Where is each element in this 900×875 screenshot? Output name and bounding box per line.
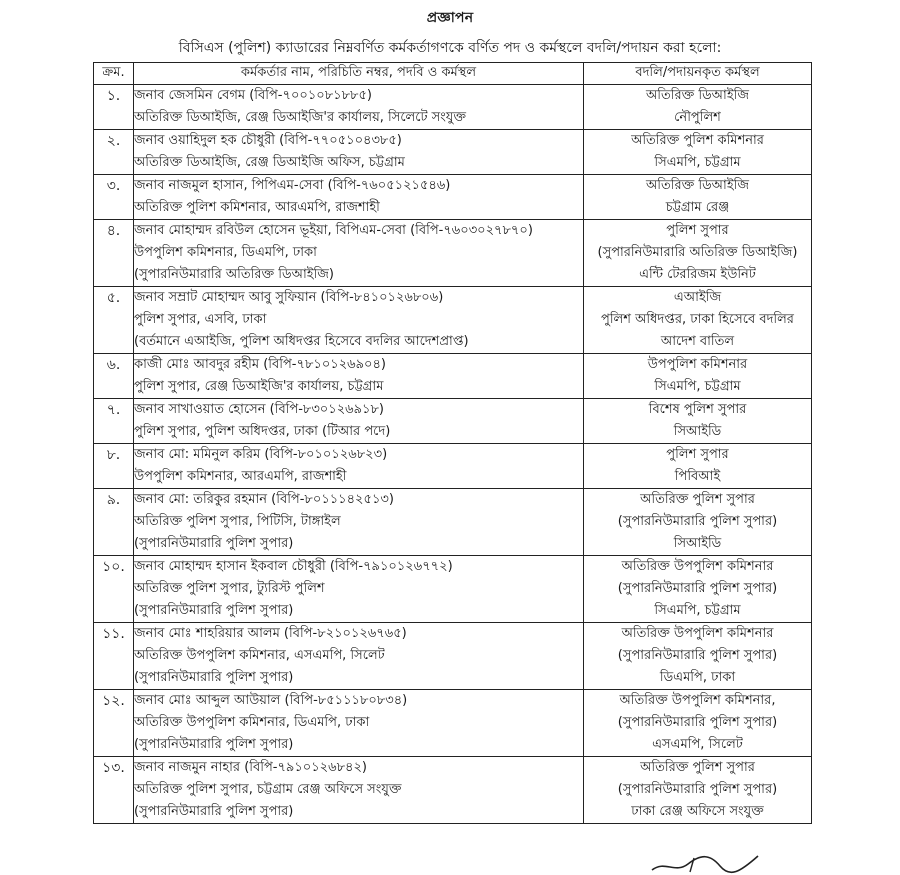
officer-line: অতিরিক্ত পুলিশ সুপার, ট্যুরিস্ট পুলিশ xyxy=(134,581,325,596)
row-officer-details xyxy=(134,130,584,175)
posting-line: বিশেষ পুলিশ সুপার xyxy=(648,402,747,417)
officer-line: জনাব সাখাওয়াত হোসেন (বিপি-৮৩০১২৬৯১৮) xyxy=(134,402,384,417)
officer-line: অতিরিক্ত পুলিশ সুপার, পিটিসি, টাঙ্গাইল xyxy=(134,514,341,529)
posting-line: ডিএমপি, ঢাকা xyxy=(659,670,736,685)
table-row xyxy=(94,287,812,354)
row-posting-details xyxy=(584,690,812,757)
officer-line: জনাব জেসমিন বেগম (বিপি-৭০০১০৮১৮৮৫) xyxy=(134,88,372,103)
posting-line: অতিরিক্ত ডিআইজি xyxy=(646,88,749,103)
header-serial: ক্রম. xyxy=(94,63,134,85)
row-posting-details xyxy=(584,489,812,556)
officer-line: (সুপারনিউমারারি পুলিশ সুপার) xyxy=(134,804,294,819)
officer-line: জনাব সম্রাট মোহাম্মদ আবু সুফিয়ান (বিপি-৮৪১০১২৬৮০৬) xyxy=(134,290,444,305)
table-row xyxy=(94,757,812,824)
posting-line: পুলিশ অধিদপ্তর, ঢাকা হিসেবে বদলির xyxy=(601,312,794,327)
posting-line: সিএমপি, চট্টগ্রাম xyxy=(654,603,741,618)
row-officer-details xyxy=(134,175,584,220)
row-serial: ১. xyxy=(94,85,134,130)
posting-line: (সুপারনিউমারারি পুলিশ সুপার) xyxy=(617,581,778,596)
officer-line: কাজী মোঃ আবদুর রহীম (বিপি-৭৮১০১২৬৯০৪) xyxy=(134,357,387,372)
table-row xyxy=(94,175,812,220)
officer-line: অতিরিক্ত পুলিশ কমিশনার, আরএমপি, রাজশাহী xyxy=(134,200,380,215)
row-officer-details xyxy=(134,85,584,130)
officer-line: উপপুলিশ কমিশনার, আরএমপি, রাজশাহী xyxy=(134,469,347,484)
posting-line: আদেশ বাতিল xyxy=(660,334,735,349)
officer-line: (সুপারনিউমারারি অতিরিক্ত ডিআইজি) xyxy=(134,267,334,282)
header-officer: কর্মকর্তার নাম, পরিচিতি নম্বর, পদবি ও কর্মস্থল xyxy=(134,63,584,85)
posting-line: সিআইডি xyxy=(673,536,722,551)
row-posting-details xyxy=(584,85,812,130)
posting-line: অতিরিক্ত উপপুলিশ কমিশনার xyxy=(621,626,774,641)
posting-line: চট্টগ্রাম রেঞ্জ xyxy=(665,200,730,215)
posting-line: অতিরিক্ত পুলিশ সুপার xyxy=(640,760,755,775)
posting-line: (সুপারনিউমারারি পুলিশ সুপার) xyxy=(617,514,778,529)
officer-line: (সুপারনিউমারারি পুলিশ সুপার) xyxy=(134,737,294,752)
row-serial: ৫. xyxy=(94,287,134,354)
officer-line: (বর্তমানে এআইজি, পুলিশ অধিদপ্তর হিসেবে বদলির আদেশপ্রাপ্ত) xyxy=(134,334,469,349)
row-serial: ১০. xyxy=(94,556,134,623)
row-posting-details xyxy=(584,220,812,287)
table-row xyxy=(94,399,812,444)
posting-line: অতিরিক্ত ডিআইজি xyxy=(646,178,749,193)
posting-line: অতিরিক্ত উপপুলিশ কমিশনার, xyxy=(619,693,776,708)
posting-line: এন্টি টেররিজম ইউনিট xyxy=(639,267,756,282)
row-serial: ৭. xyxy=(94,399,134,444)
row-serial: ৪. xyxy=(94,220,134,287)
officer-line: (সুপারনিউমারারি পুলিশ সুপার) xyxy=(134,670,294,685)
row-officer-details xyxy=(134,556,584,623)
officer-line: (সুপারনিউমারারি পুলিশ সুপার) xyxy=(134,603,294,618)
table-row xyxy=(94,690,812,757)
officer-line: অতিরিক্ত ডিআইজি, রেঞ্জ ডিআইজি অফিস, চট্টগ্রাম xyxy=(134,155,405,170)
officer-line: (সুপারনিউমারারি পুলিশ সুপার) xyxy=(134,536,294,551)
officer-line: জনাব মোহাম্মদ রবিউল হোসেন ভূইয়া, বিপিএম-সেবা (বিপি-৭৬০৩০২৭৮৭০) xyxy=(134,223,533,238)
transfer-table xyxy=(93,62,812,824)
table-header-row xyxy=(94,63,812,85)
table-row xyxy=(94,130,812,175)
officer-line: উপপুলিশ কমিশনার, ডিএমপি, ঢাকা xyxy=(134,245,317,260)
officer-line: পুলিশ সুপার, পুলিশ অধিদপ্তর, ঢাকা (টিআর পদে) xyxy=(134,424,391,439)
row-serial: ৬. xyxy=(94,354,134,399)
posting-line: ঢাকা রেঞ্জ অফিসে সংযুক্ত xyxy=(631,804,764,819)
officer-line: অতিরিক্ত পুলিশ সুপার, চট্টগ্রাম রেঞ্জ অফিসে সংযুক্ত xyxy=(134,782,402,797)
table-row xyxy=(94,444,812,489)
row-posting-details xyxy=(584,757,812,824)
posting-line: পুলিশ সুপার xyxy=(666,447,729,462)
posting-line: সিএমপি, চট্টগ্রাম xyxy=(654,155,741,170)
table-row xyxy=(94,354,812,399)
officer-line: জনাব মোঃ শাহরিয়ার আলম (বিপি-৮২১০১২৬৭৬৫) xyxy=(134,626,407,641)
posting-line: অতিরিক্ত পুলিশ সুপার xyxy=(640,492,755,507)
officer-line: জনাব মোঃ আব্দুল আউয়াল (বিপি-৮৫১১১৮০৮৩৪) xyxy=(134,693,408,708)
page-title: প্রজ্ঞাপন xyxy=(426,10,474,26)
posting-line: সিআইডি xyxy=(673,424,722,439)
officer-line: অতিরিক্ত উপপুলিশ কমিশনার, ডিএমপি, ঢাকা xyxy=(134,715,370,730)
officer-line: অতিরিক্ত উপপুলিশ কমিশনার, এসএমপি, সিলেট xyxy=(134,648,385,663)
table-row xyxy=(94,623,812,690)
posting-line: (সুপারনিউমারারি অতিরিক্ত ডিআইজি) xyxy=(597,245,798,260)
posting-line: (সুপারনিউমারারি পুলিশ সুপার) xyxy=(617,782,778,797)
row-posting-details xyxy=(584,175,812,220)
posting-line: এআইজি xyxy=(673,290,722,305)
row-serial: ৮. xyxy=(94,444,134,489)
row-officer-details xyxy=(134,444,584,489)
officer-line: জনাব নাজমুন নাহার (বিপি-৭৯১০১২৬৮৪২) xyxy=(134,760,367,775)
page-subtitle: বিসিএস (পুলিশ) ক্যাডারের নিম্নবর্ণিত কর্মকর্তাগণকে বর্ণিত পদ ও কর্মস্থলে বদলি/পদায়ন করা হলো: xyxy=(178,40,722,56)
officer-line: জনাব ওয়াহিদুল হক চৌধুরী (বিপি-৭৭০৫১০৪৩৮৫) xyxy=(134,133,402,148)
row-officer-details xyxy=(134,354,584,399)
posting-line: এসএমপি, সিলেট xyxy=(652,737,743,752)
header-posting: বদলি/পদায়নকৃত কর্মস্থল xyxy=(584,63,812,85)
officer-line: জনাব মো: মমিনুল করিম (বিপি-৮০১০১২৬৮২৩) xyxy=(134,447,388,462)
table-row xyxy=(94,220,812,287)
row-serial: ৩. xyxy=(94,175,134,220)
row-posting-details xyxy=(584,287,812,354)
posting-line: নৌপুলিশ xyxy=(674,110,721,125)
row-serial: ১৩. xyxy=(94,757,134,824)
posting-line: উপপুলিশ কমিশনার xyxy=(647,357,748,372)
officer-line: অতিরিক্ত ডিআইজি, রেঞ্জ ডিআইজি'র কার্যালয়, সিলেটে সংযুক্ত xyxy=(134,110,466,125)
officer-line: জনাব মো: তরিকুর রহমান (বিপি-৮০১১১৪২৫১৩) xyxy=(134,492,394,507)
row-serial: ৯. xyxy=(94,489,134,556)
posting-line: অতিরিক্ত পুলিশ কমিশনার xyxy=(631,133,764,148)
row-officer-details xyxy=(134,399,584,444)
row-officer-details xyxy=(134,623,584,690)
posting-line: (সুপারনিউমারারি পুলিশ সুপার) xyxy=(617,648,778,663)
table-row xyxy=(94,85,812,130)
row-officer-details xyxy=(134,757,584,824)
officer-line: পুলিশ সুপার, রেঞ্জ ডিআইজি'র কার্যালয়, চট্টগ্রাম xyxy=(134,379,384,394)
posting-line: অতিরিক্ত উপপুলিশ কমিশনার xyxy=(621,559,774,574)
table-body xyxy=(94,85,812,824)
table-row xyxy=(94,556,812,623)
row-posting-details xyxy=(584,130,812,175)
officer-line: জনাব মোহাম্মদ হাসান ইকবাল চৌধুরী (বিপি-৭৯১০১২৬৭৭২) xyxy=(134,559,453,574)
row-serial: ২. xyxy=(94,130,134,175)
row-posting-details xyxy=(584,399,812,444)
signature-mark xyxy=(650,850,760,875)
posting-line: সিএমপি, চট্টগ্রাম xyxy=(654,379,741,394)
row-officer-details xyxy=(134,287,584,354)
row-officer-details xyxy=(134,489,584,556)
row-officer-details xyxy=(134,690,584,757)
row-posting-details xyxy=(584,556,812,623)
row-serial: ১১. xyxy=(94,623,134,690)
table-row xyxy=(94,489,812,556)
row-posting-details xyxy=(584,623,812,690)
row-posting-details xyxy=(584,444,812,489)
posting-line: পুলিশ সুপার xyxy=(666,223,729,238)
officer-line: পুলিশ সুপার, এসবি, ঢাকা xyxy=(134,312,267,327)
officer-line: জনাব নাজমুল হাসান, পিপিএম-সেবা (বিপি-৭৬০৫১২১৫৪৬) xyxy=(134,178,451,193)
row-posting-details xyxy=(584,354,812,399)
posting-line: (সুপারনিউমারারি পুলিশ সুপার) xyxy=(617,715,778,730)
row-serial: ১২. xyxy=(94,690,134,757)
row-officer-details xyxy=(134,220,584,287)
posting-line: পিবিআই xyxy=(674,469,721,484)
